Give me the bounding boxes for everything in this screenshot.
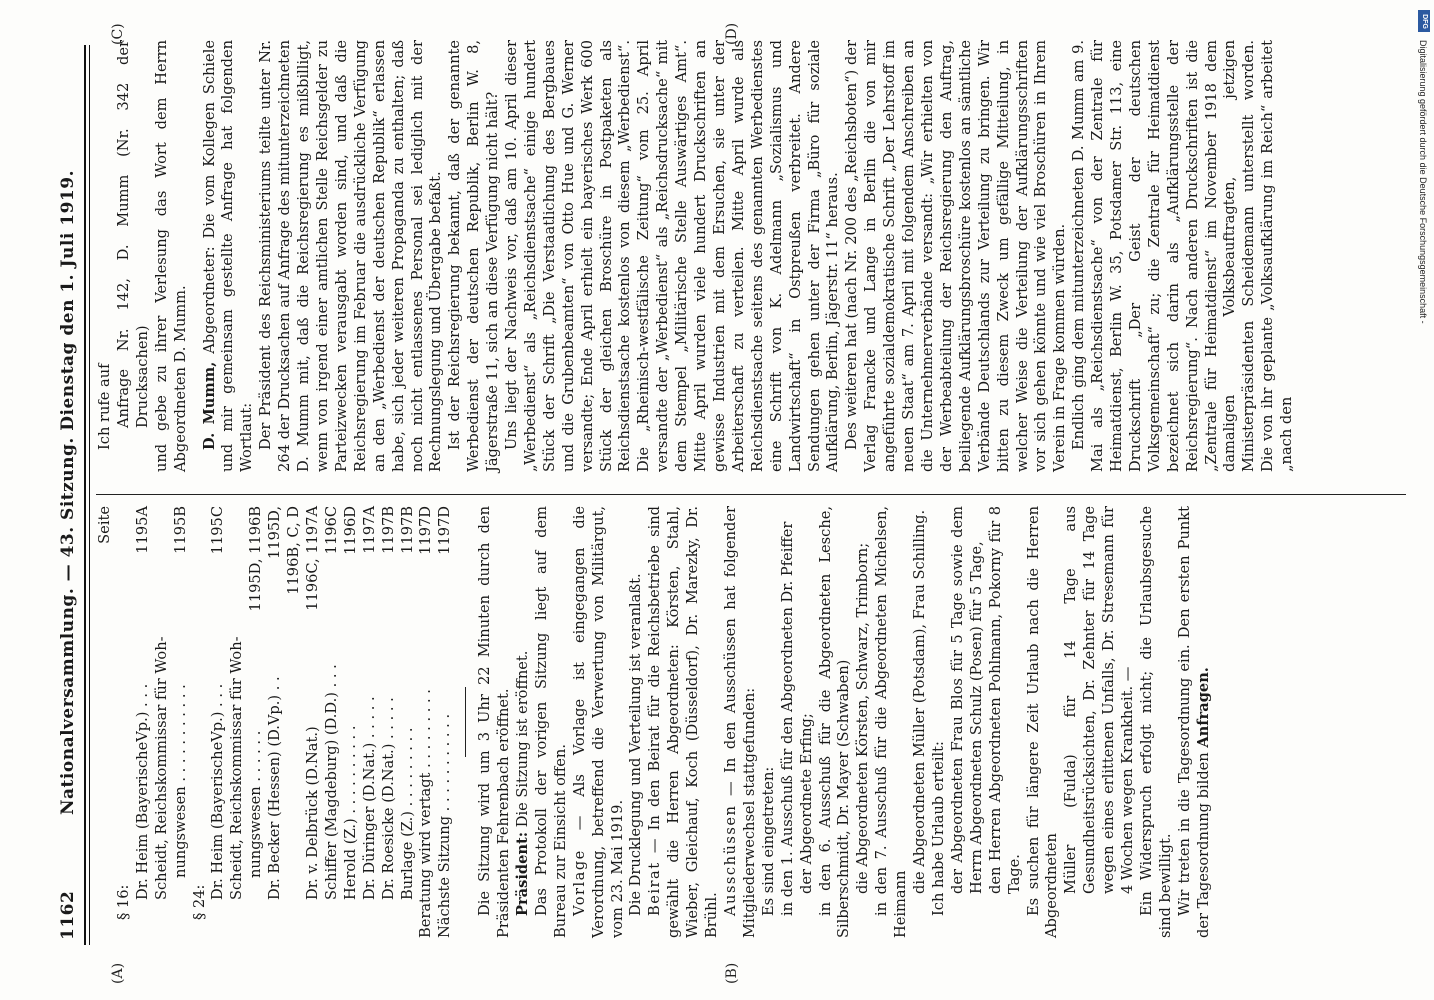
paragraph: in den 1. Ausschuß für den Abgeordneten Dr. Pfeiffer <box>778 521 796 916</box>
paragraph: Das Protokoll der vorigen Sitzung liegt auf dem Bureau zur Einsicht offen. <box>532 506 569 938</box>
left-column <box>96 506 1214 938</box>
paragraph: Des weiteren hat (nach Nr. 200 des „Reichsboten“) der Verlag Francke und Lange in Berlin die von mir angeführte sozialdemokratische Schrift „Der Lehrstoff im neuen Staat“ am 7. April mit folgendem Anschreiben an die Unternehmerverbände versandt: „Wir erhielten von der Werbeabteilung der Reichsregierung den Auftrag, beiliegende Aufklärungsbroschüre kostenlos an sämtliche Verbände Deutschlands zur Verteilung zu bringen. Wir bitten zu diesem Zweck um gefällige Mitteilung, in welcher Weise die Verteilung der Aufklärungsschriften vor sich gehen könnte und wie viel Broschüren in Ihrem Verein in Frage kommen würden. <box>843 40 1069 472</box>
paragraph: in den 7. Ausschuß für die Abgeordneten Michelsen, Heimann <box>873 506 910 938</box>
paragraph: Die Sitzung wird um 3 Uhr 22 Minuten durch den Präsidenten Fehrenbach eröffnet. <box>476 506 513 938</box>
paragraph: Präsident: Die Sitzung ist eröffnet. <box>514 650 532 916</box>
label: Beirat <box>646 861 664 916</box>
paragraph: Beirat — In den Beirat für die Reichsbetriebe sind gewählt die Herren Abgeordneten: Körsten, Stahl, Wieber, Gleichauf, Koch (Düsseldorf), Dr. Marezky, Dr. Brühl. <box>646 506 721 938</box>
paragraph: Ich habe Urlaub erteilt: <box>929 741 947 916</box>
paragraph: Ausschüssen — In den Ausschüssen hat folgender Mitgliederwechsel stattgefunden: <box>722 506 758 938</box>
page-number: 1162 <box>58 890 78 940</box>
page-title: Nationalversammlung. — 43. Sitzung. Dienstag den 1. Juli 1919. <box>58 170 78 815</box>
paragraph: der Abgeordneten Frau Blos für 5 Tage sowie dem Herrn Abgeordneten Schulz (Posen) für 5 Tage, <box>948 506 985 894</box>
paragraph: den Herren Abgeordneten Pohlmann, Pokorny für 8 Tage. <box>986 506 1023 894</box>
label: Ausschüssen <box>722 804 739 916</box>
toc-entry: Dr. Heim (BayerischeVp.) . . . 1195C <box>209 506 227 900</box>
paragraph: die Abgeordneten Müller (Potsdam), Frau Schilling. <box>911 509 929 894</box>
toc-section-16: § 16: <box>114 884 132 920</box>
paragraph: Müller (Fulda) für 14 Tage aus Gesundheitsrücksichten, Dr. Zehnter für 14 Tage wegen eines erlittenen Unfalls, Dr. Stresemann für 4 Wochen wegen Krankheit. — <box>1062 506 1137 894</box>
toc-entry: Scheidt, Reichskommissar für Woh- <box>152 636 170 900</box>
paragraph: Der Präsident des Reichsministeriums teilte unter Nr. 264 der Drucksachen auf Anfrage des mitunterzeichneten D. Mumm mit, daß die Reichsregierung es mißbilligt, wenn von irgend einer amtlichen Stelle Reichsgelder zu Parteizwecken verausgabt worden sind, und daß die Reichsregierung im Februar die ausdrückliche Verfügung an den „Werbedienst der deutschen Republik“ erlassen habe, sich jeder weiteren Propaganda zu enthalten; daß noch nicht entlassenes Personal sei lediglich mit der Rechnungslegung und Übergabe befaßt. <box>257 40 445 472</box>
toc-entry: Burlage (Z.) . . . . . . . . . 1197B <box>398 506 416 900</box>
marker-c: (C) <box>110 23 126 45</box>
paragraph: D. Mumm, Abgeordneter: Die vom Kollegen Schiele und mir gemeinsam gestellte Anfrage hat folgenden Wortlaut: <box>200 40 256 472</box>
toc-entry: Dr. Düringer (D.Nat.) . . . . . 1197A <box>360 506 378 900</box>
marker-b: (B) <box>724 962 740 984</box>
toc-entry: Herold (Z.) . . . . . . . . . . 1196D <box>341 506 359 900</box>
toc-entry: Scheidt, Reichskommissar für Woh- <box>228 636 246 900</box>
page-header <box>58 45 80 940</box>
paragraph: Es suchen für längere Zeit Urlaub nach die Herren Abgeordneten <box>1024 506 1061 938</box>
toc-entry: Beratung wird vertagt . . . . . . . . . 1197D <box>417 506 435 938</box>
toc-section-24: § 24: <box>190 884 208 920</box>
paragraph: in den 6. Ausschuß für die Abgeordneten Lesche, Silberschmidt, Dr. Mayer (Schwaben) <box>816 506 853 938</box>
section-rule <box>465 687 466 757</box>
paragraph: Anfrage Nr. 142, D. Mumm (Nr. 342 der Drucksachen) <box>114 40 151 428</box>
toc-entry: Dr. v. Delbrück (D.Nat.) 1196C, 1197A <box>303 506 321 900</box>
label: Vorlage <box>570 849 588 916</box>
marker-a: (A) <box>110 962 126 984</box>
toc-entry: Dr. Roesicke (D.Nat.) . . . . . 1197B <box>379 506 397 900</box>
toc-entry: 1196B, C, D <box>285 506 303 595</box>
marker-d: (D) <box>724 22 740 45</box>
toc-entry: Nächste Sitzung . . . . . . . . . . . 1197D <box>436 506 454 938</box>
paragraph: Ist der Reichsregierung bekannt, daß der genannte Werbedienst der deutschen Republik, Berlin W. 8, Jägerstraße 11, sich an diese Verfügung nicht hält? <box>446 40 502 472</box>
paragraph: Ein Widerspruch erfolgt nicht; die Urlaubsgesuche sind bewilligt. <box>1137 506 1174 938</box>
paragraph: Es sind eingetreten: <box>759 766 777 916</box>
toc-entry: Schiffer (Magdeburg) (D.D.) . . . 1196C <box>322 506 340 900</box>
column-divider <box>96 494 1406 495</box>
paragraph: Wir treten in die Tagesordnung ein. Den ersten Punkt der Tagesordnung bilden Anfragen. <box>1175 506 1212 938</box>
seite-label: Seite <box>96 506 113 544</box>
toc-entry: nungswesen . . . . . . . . . . . 1195B <box>171 506 189 878</box>
digitization-note: Digitalisierung gefördert durch die Deutsche Forschungsgemeinschaft - <box>1418 40 1428 324</box>
paragraph: Endlich ging dem mitunterzeichneten D. Mumm am 9. Mai als „Reichsdienstsache“ von der Zentrale für Heimatdienst, Berlin W. 35, Potsdamer Str. 113, eine Druckschrift „Der Geist der deutschen Volksgemeinschaft“ zu; die Zentrale für Heimatdienst bezeichnet sich darin als „Aufklärungsstelle der Reichsregierung“. Nach anderen Druckschriften ist die „Zentrale für Heimatdienst“ im November 1918 dem damaligen Volksbeauftragten, jetzigen Ministerpräsidenten Scheidemann unterstellt worden. Die von ihr geplante „Volksaufklärung im Reich“ arbeitet „nach den <box>1070 40 1296 472</box>
paragraph: die Abgeordneten Körsten, Schwarz, Trimborn; <box>854 542 872 894</box>
paragraph: Ich rufe auf <box>96 363 113 450</box>
toc-entry: Dr. Heim (BayerischeVp.) . . . 1195A <box>133 506 151 900</box>
dfg-logo: DFG <box>1418 10 1430 32</box>
paragraph: Uns liegt der Nachweis vor, daß am 10. April dieser „Werbedienst“ als „Reichsdienstsache“ einige hundert Stück der Schrift „Die Verstaatlichung des Bergbaues und die Grubenbeamten“ von Otto Hue und G. Werner versandte; Ende April erhielt ein bayerisches Werk 600 Stück der gleichen Broschüre in Postpaketen als Reichsdienstsache kostenlos von diesem „Werbedienst“. Die „Rheinisch-westfälische Zeitung“ vom 25. April versandte der „Werbedienst“ als „Reichsdrucksache“ mit dem Stempel „Militärische Stelle Auswärtiges Amt“. Mitte April wurden viele hundert Druckschriften an gewisse Industrien mit dem Ersuchen, sie unter der Arbeiterschaft zu verteilen. Mitte April wurde als Reichsdienstsache seitens des genannten Werbedienstes eine Schrift von K. Adelmann „Sozialismus und Landwirtschaft“ in Ostpreußen verbreitet. Andere Sendungen gehen unter der Firma „Büro für soziale Aufklärung, Berlin, Jägerstr. 11“ heraus. <box>503 40 842 472</box>
paragraph: Die Drucklegung und Verteilung ist veranlaßt. <box>627 573 645 916</box>
paragraph: der Abgeordnete Erfing; <box>797 713 815 894</box>
paragraph: Vorlage — Als Vorlage ist eingegangen die Verordnung, betreffend die Verwertung von Militärgut, vom 23. Mai 1919. <box>570 506 626 938</box>
table-of-contents <box>96 506 455 938</box>
toc-entry: nungswesen . . . . . . 1195D, 1196B <box>247 506 265 878</box>
paragraph: und gebe zu ihrer Verlesung das Wort dem Herrn Abgeordneten D. Mumm. <box>152 40 189 472</box>
right-column <box>96 40 1297 472</box>
header-rule <box>84 45 90 945</box>
toc-entry: Dr. Becker (Hessen) (D.Vp.) . . 1195D, <box>266 506 284 900</box>
